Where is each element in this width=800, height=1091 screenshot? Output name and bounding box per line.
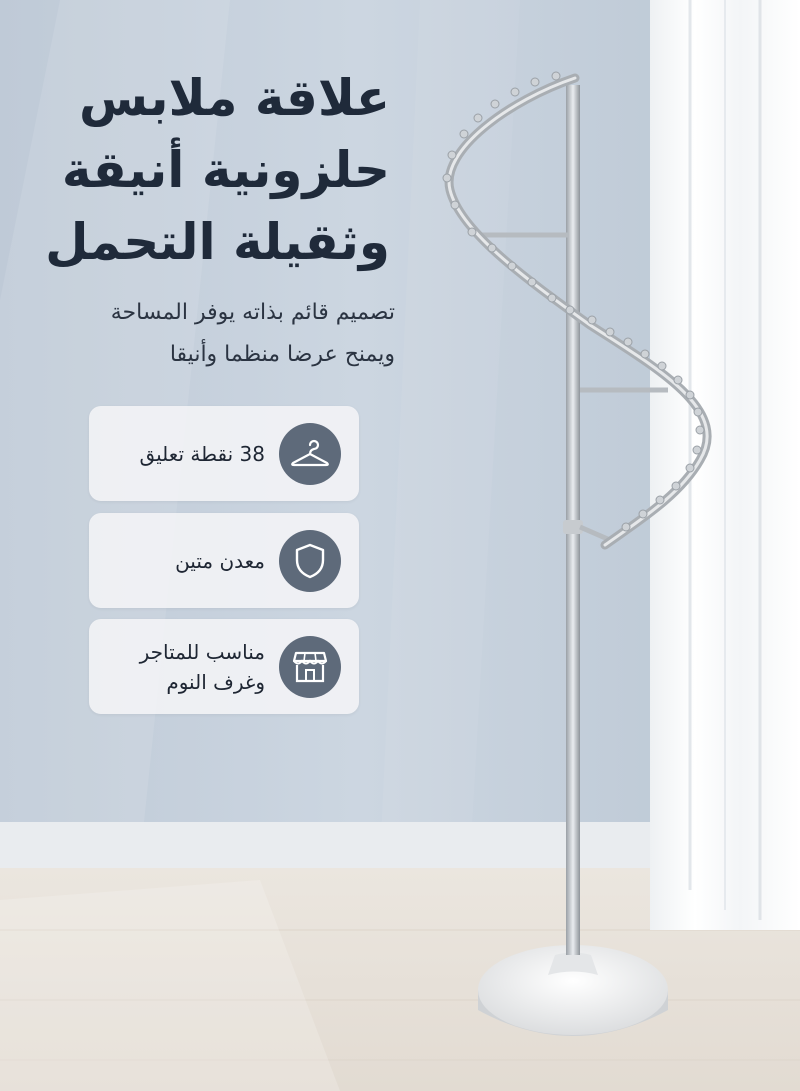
feature-text	[140, 637, 265, 697]
headline-line-2: حلزونية أنيقة	[61, 141, 390, 199]
headline-line-1: علاقة ملابس	[79, 69, 390, 127]
feature-card-hanging-points	[89, 406, 359, 501]
subtitle-line-2: ويمنح عرضا منظما وأنيقا	[169, 342, 395, 367]
headline	[30, 62, 390, 278]
headline-line-3: وثقيلة التحمل	[45, 213, 390, 271]
baseboard	[0, 822, 660, 870]
feature-text-line-1: مناسب للمتاجر	[139, 639, 265, 664]
store-icon	[279, 636, 341, 698]
shield-icon	[279, 530, 341, 592]
subtitle	[35, 292, 395, 376]
hanger-icon	[279, 423, 341, 485]
subtitle-line-1: تصميم قائم بذاته يوفر المساحة	[110, 300, 395, 325]
feature-text: 38 نقطة تعليق	[139, 441, 265, 466]
feature-text-line-2: وغرف النوم	[166, 669, 265, 694]
feature-card-durable-metal	[89, 513, 359, 608]
feature-text: معدن متين	[175, 548, 265, 573]
feature-card-stores-bedrooms	[89, 619, 359, 714]
